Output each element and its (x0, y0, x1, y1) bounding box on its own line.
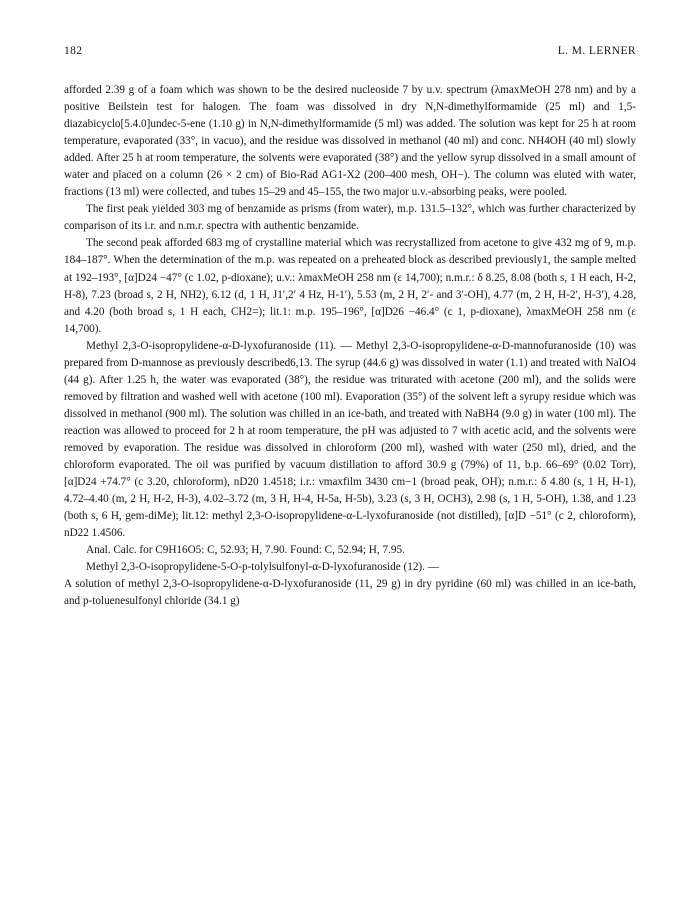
paragraph: The second peak afforded 683 mg of crystalline material which was recrystallized from acetone to give 432 mg of 9, m.p. 184–187°. When the determination of the m.p. was repeated on a preheated block as described previously1, the sample melted at 192–193°, [α]D24 −47° (c 1.02, p-dioxane); u.v.: λmaxMeOH 258 nm (ε 14,700); n.m.r.: δ 8.25, 8.08 (both s, 1 H each, H-2, H-8), 7.23 (broad s, 2 H, NH2), 6.12 (d, 1 H, J1′,2′ 4 Hz, H-1′), 5.53 (m, 2 H, 2′- and 3′-OH), 4.77 (m, 2 H, H-2′, H-3′), 4.28, and 4.20 (both broad s, 1 H each, CH2=); lit.1: m.p. 195–196°, [α]D26 −46.4° (c 1, p-dioxane), λmaxMeOH 258 nm (ε 14,700). (64, 237, 636, 335)
paragraph: Anal. Calc. for C9H16O5: C, 52.93; H, 7.90. Found: C, 52.94; H, 7.95. (86, 544, 405, 557)
page-header (64, 45, 636, 59)
paragraph: afforded 2.39 g of a foam which was shown to be the desired nucleoside 7 by u.v. spectrum (λmaxMeOH 278 nm) and by a positive Beilstein test for halogen. The foam was dissolved in dry N,N-dimethylformamide (25 ml) and 1,5-diazabicyclo[5.4.0]undec-5-ene (1.10 g) in N,N-dimethylformamide (5 ml) was added. The solution was kept for 25 h at room temperature, evaporated (33°, in vacuo), and the residue was dissolved in methanol (40 ml) and conc. NH4OH (40 ml) slowly added. After 25 h at room temperature, the solvents were evaporated (38°) and the yellow syrup dissolved in a small amount of water and placed on a column (26 × 2 cm) of Bio-Rad AG1-X2 (200–400 mesh, OH−). The column was eluted with water, fractions (13 ml) were collected, and tubes 15–29 and 45–155, the two major u.v.-absorbing peaks, were pooled. (64, 84, 636, 199)
paragraph: A solution of methyl 2,3-O-isopropylidene-α-D-lyxofuranoside (11, 29 g) in dry pyridine (60 ml) was chilled in an ice-bath, and p-toluenesulfonyl chloride (34.1 g) (64, 578, 636, 608)
paragraph: The first peak yielded 303 mg of benzamide as prisms (from water), m.p. 131.5–132°, which was further characterized by comparison of its i.r. and n.m.r. spectra with authentic benzamide. (64, 203, 636, 233)
section-heading: Methyl 2,3-O-isopropylidene-5-O-p-tolylsulfonyl-α-D-lyxofuranoside (12). — (86, 561, 439, 574)
paragraph: Methyl 2,3-O-isopropylidene-α-D-lyxofuranoside (11). — Methyl 2,3-O-isopropylidene-α-D-mannofuranoside (10) was prepared from D-mannose as previously described6,13. The syrup (44.6 g) was dissolved in water (1.1) and treated with NaIO4 (44 g). After 1.25 h, the water was evaporated (38°), the residue was triturated with acetone (200 ml), and the solids were removed by filtration and washed well with acetone (100 ml). Evaporation (35°) of the solvent left a syrupy residue which was dissolved in methanol (900 ml). The solution was chilled in an ice-bath, and treated with NaBH4 (9.0 g) in water (100 ml). The reaction was allowed to proceed for 2 h at room temperature, the pH was adjusted to 7 with acetic acid, and the solvents were removed by evaporation. The residue was dissolved in chloroform (200 ml), washed with water (250 ml), dried, and the chloroform evaporated. The oil was purified by vacuum distillation to afford 30.9 g (79%) of 11, b.p. 66–69° (0.02 Torr), [α]D24 +74.7° (c 3.20, chloroform), nD20 1.4518; i.r.: νmaxfilm 3430 cm−1 (broad peak, OH); n.m.r.: δ 4.80 (s, 1 H, H-1), 4.72–4.40 (m, 2 H, H-2, H-3), 4.02–3.72 (m, 3 H, H-4, H-5a, H-5b), 3.23 (s, 3 H, OCH3), 2.98 (s, 1 H, 5-OH), 1.38, and 1.23 (both s, 6 H, gem-diMe); lit.12: methyl 2,3-O-isopropylidene-α-L-lyxofuranoside (not distilled), [α]D −51° (c 2, chloroform), nD22 1.4506. (64, 339, 636, 540)
body-text (64, 82, 636, 610)
running-head: L. M. LERNER (557, 45, 636, 57)
page-number: 182 (64, 45, 83, 57)
